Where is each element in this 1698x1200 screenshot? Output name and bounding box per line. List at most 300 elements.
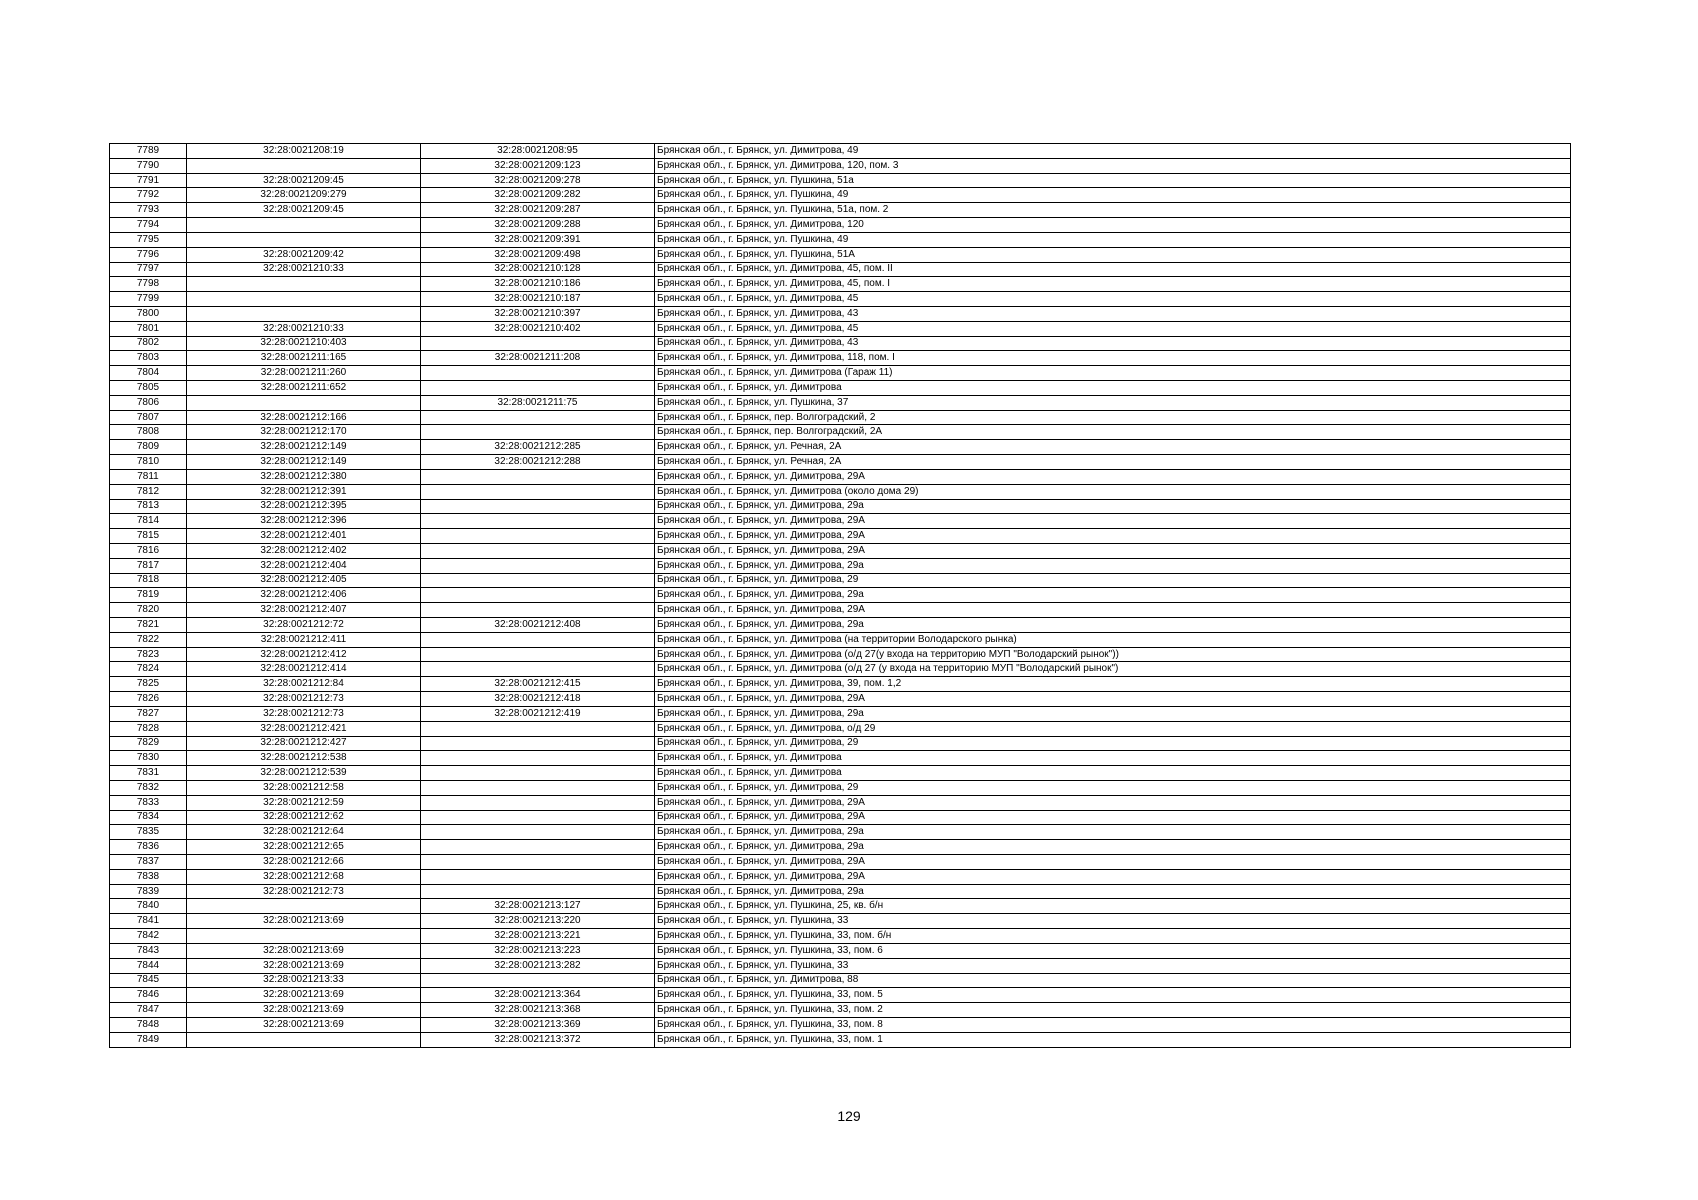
land-plot-cadastral-cell: 32:28:0021212:170 [187,425,421,440]
land-plot-cadastral-cell [187,395,421,410]
row-number-cell: 7818 [110,573,187,588]
row-number-cell: 7829 [110,736,187,751]
address-cell: Брянская обл., г. Брянск, ул. Речная, 2А [655,455,1571,470]
object-cadastral-cell [421,632,655,647]
object-cadastral-cell [421,647,655,662]
address-cell: Брянская обл., г. Брянск, ул. Димитрова, 29а [655,618,1571,633]
table-row [110,706,1571,721]
row-number-cell: 7838 [110,869,187,884]
row-number-cell: 7798 [110,277,187,292]
row-number-cell: 7790 [110,158,187,173]
object-cadastral-cell: 32:28:0021209:278 [421,173,655,188]
table-row [110,173,1571,188]
land-plot-cadastral-cell: 32:28:0021212:73 [187,884,421,899]
row-number-cell: 7795 [110,232,187,247]
land-plot-cadastral-cell: 32:28:0021213:69 [187,943,421,958]
address-cell: Брянская обл., г. Брянск, ул. Димитрова, 29А [655,869,1571,884]
object-cadastral-cell [421,825,655,840]
table-row [110,292,1571,307]
object-cadastral-cell: 32:28:0021209:288 [421,218,655,233]
row-number-cell: 7801 [110,321,187,336]
land-plot-cadastral-cell: 32:28:0021212:68 [187,869,421,884]
object-cadastral-cell: 32:28:0021212:408 [421,618,655,633]
land-plot-cadastral-cell: 32:28:0021212:62 [187,810,421,825]
land-plot-cadastral-cell: 32:28:0021212:421 [187,721,421,736]
land-plot-cadastral-cell: 32:28:0021212:402 [187,543,421,558]
table-row [110,381,1571,396]
row-number-cell: 7823 [110,647,187,662]
land-plot-cadastral-cell: 32:28:0021210:33 [187,321,421,336]
address-cell: Брянская обл., г. Брянск, ул. Димитрова, 45 [655,292,1571,307]
address-cell: Брянская обл., г. Брянск, ул. Пушкина, 33, пом. 1 [655,1032,1571,1047]
table-row [110,484,1571,499]
table-row [110,973,1571,988]
land-plot-cadastral-cell: 32:28:0021209:42 [187,247,421,262]
land-plot-cadastral-cell: 32:28:0021211:260 [187,366,421,381]
address-cell: Брянская обл., г. Брянск, ул. Димитрова (на территории Володарского рынка) [655,632,1571,647]
table-row [110,958,1571,973]
row-number-cell: 7820 [110,603,187,618]
land-plot-cadastral-cell: 32:28:0021212:405 [187,573,421,588]
object-cadastral-cell: 32:28:0021213:368 [421,1003,655,1018]
object-cadastral-cell: 32:28:0021210:128 [421,262,655,277]
land-plot-cadastral-cell: 32:28:0021213:69 [187,1017,421,1032]
object-cadastral-cell [421,366,655,381]
object-cadastral-cell: 32:28:0021213:223 [421,943,655,958]
address-cell: Брянская обл., г. Брянск, ул. Димитрова, 29 [655,573,1571,588]
land-plot-cadastral-cell: 32:28:0021210:403 [187,336,421,351]
land-plot-cadastral-cell: 32:28:0021212:84 [187,677,421,692]
object-cadastral-cell [421,736,655,751]
address-cell: Брянская обл., г. Брянск, ул. Пушкина, 37 [655,395,1571,410]
table-row [110,366,1571,381]
registry-table [109,143,1571,1048]
table-row [110,943,1571,958]
table-row [110,262,1571,277]
address-cell: Брянская обл., г. Брянск, ул. Димитрова, 29А [655,529,1571,544]
row-number-cell: 7828 [110,721,187,736]
land-plot-cadastral-cell: 32:28:0021212:414 [187,662,421,677]
row-number-cell: 7822 [110,632,187,647]
row-number-cell: 7840 [110,899,187,914]
row-number-cell: 7821 [110,618,187,633]
address-cell: Брянская обл., г. Брянск, ул. Димитрова, 29 [655,780,1571,795]
table-row [110,825,1571,840]
land-plot-cadastral-cell: 32:28:0021212:406 [187,588,421,603]
row-number-cell: 7835 [110,825,187,840]
table-row [110,440,1571,455]
object-cadastral-cell [421,469,655,484]
table-row [110,158,1571,173]
address-cell: Брянская обл., г. Брянск, ул. Димитрова, 45, пом. I [655,277,1571,292]
address-cell: Брянская обл., г. Брянск, ул. Димитрова (около дома 29) [655,484,1571,499]
table-row [110,736,1571,751]
address-cell: Брянская обл., г. Брянск, ул. Димитрова, 29А [655,692,1571,707]
row-number-cell: 7796 [110,247,187,262]
object-cadastral-cell: 32:28:0021208:95 [421,144,655,159]
land-plot-cadastral-cell: 32:28:0021212:65 [187,840,421,855]
address-cell: Брянская обл., г. Брянск, ул. Димитрова, 29А [655,855,1571,870]
row-number-cell: 7814 [110,514,187,529]
row-number-cell: 7817 [110,558,187,573]
address-cell: Брянская обл., г. Брянск, ул. Пушкина, 33 [655,914,1571,929]
address-cell: Брянская обл., г. Брянск, ул. Димитрова, 43 [655,306,1571,321]
table-row [110,914,1571,929]
object-cadastral-cell [421,499,655,514]
row-number-cell: 7839 [110,884,187,899]
table-row [110,899,1571,914]
address-cell: Брянская обл., г. Брянск, ул. Пушкина, 33 [655,958,1571,973]
table-row [110,751,1571,766]
land-plot-cadastral-cell: 32:28:0021212:149 [187,455,421,470]
address-cell: Брянская обл., г. Брянск, ул. Димитрова, 49 [655,144,1571,159]
table-row [110,247,1571,262]
row-number-cell: 7802 [110,336,187,351]
land-plot-cadastral-cell: 32:28:0021211:165 [187,351,421,366]
address-cell: Брянская обл., г. Брянск, ул. Димитрова, 29А [655,795,1571,810]
land-plot-cadastral-cell: 32:28:0021212:538 [187,751,421,766]
row-number-cell: 7804 [110,366,187,381]
row-number-cell: 7799 [110,292,187,307]
table-row [110,529,1571,544]
address-cell: Брянская обл., г. Брянск, ул. Димитрова, 29 [655,736,1571,751]
land-plot-cadastral-cell: 32:28:0021212:539 [187,766,421,781]
object-cadastral-cell: 32:28:0021210:187 [421,292,655,307]
table-row [110,632,1571,647]
page-number: 129 [837,1108,861,1124]
land-plot-cadastral-cell: 32:28:0021213:69 [187,914,421,929]
table-row [110,780,1571,795]
object-cadastral-cell: 32:28:0021213:282 [421,958,655,973]
object-cadastral-cell: 32:28:0021212:285 [421,440,655,455]
row-number-cell: 7827 [110,706,187,721]
object-cadastral-cell [421,721,655,736]
row-number-cell: 7789 [110,144,187,159]
address-cell: Брянская обл., г. Брянск, ул. Димитрова [655,766,1571,781]
object-cadastral-cell: 32:28:0021209:498 [421,247,655,262]
address-cell: Брянская обл., г. Брянск, ул. Димитрова, 29а [655,558,1571,573]
object-cadastral-cell [421,840,655,855]
land-plot-cadastral-cell: 32:28:0021212:401 [187,529,421,544]
object-cadastral-cell: 32:28:0021213:127 [421,899,655,914]
address-cell: Брянская обл., г. Брянск, ул. Пушкина, 51а [655,173,1571,188]
table-row [110,603,1571,618]
object-cadastral-cell [421,662,655,677]
address-cell: Брянская обл., г. Брянск, пер. Волгоградский, 2А [655,425,1571,440]
table-row [110,795,1571,810]
row-number-cell: 7812 [110,484,187,499]
address-cell: Брянская обл., г. Брянск, ул. Димитрова [655,381,1571,396]
table-row [110,543,1571,558]
row-number-cell: 7831 [110,766,187,781]
object-cadastral-cell: 32:28:0021210:397 [421,306,655,321]
row-number-cell: 7848 [110,1017,187,1032]
row-number-cell: 7837 [110,855,187,870]
address-cell: Брянская обл., г. Брянск, ул. Пушкина, 33, пом. 6 [655,943,1571,958]
land-plot-cadastral-cell: 32:28:0021210:33 [187,262,421,277]
object-cadastral-cell: 32:28:0021211:208 [421,351,655,366]
row-number-cell: 7834 [110,810,187,825]
table-row [110,499,1571,514]
land-plot-cadastral-cell: 32:28:0021211:652 [187,381,421,396]
row-number-cell: 7833 [110,795,187,810]
land-plot-cadastral-cell: 32:28:0021212:427 [187,736,421,751]
address-cell: Брянская обл., г. Брянск, ул. Димитрова (о/д 27(у входа на территорию МУП "Володарский рынок")) [655,647,1571,662]
table-row [110,1003,1571,1018]
address-cell: Брянская обл., г. Брянск, ул. Димитрова, 29А [655,514,1571,529]
object-cadastral-cell [421,810,655,825]
object-cadastral-cell: 32:28:0021210:186 [421,277,655,292]
row-number-cell: 7809 [110,440,187,455]
land-plot-cadastral-cell: 32:28:0021212:391 [187,484,421,499]
table-body [110,144,1571,1048]
object-cadastral-cell [421,884,655,899]
object-cadastral-cell: 32:28:0021209:391 [421,232,655,247]
land-plot-cadastral-cell: 32:28:0021212:404 [187,558,421,573]
object-cadastral-cell: 32:28:0021213:221 [421,929,655,944]
table-row [110,988,1571,1003]
land-plot-cadastral-cell [187,158,421,173]
row-number-cell: 7791 [110,173,187,188]
row-number-cell: 7830 [110,751,187,766]
table-row [110,188,1571,203]
object-cadastral-cell: 32:28:0021212:418 [421,692,655,707]
table-row [110,840,1571,855]
object-cadastral-cell [421,543,655,558]
land-plot-cadastral-cell: 32:28:0021212:395 [187,499,421,514]
row-number-cell: 7849 [110,1032,187,1047]
table-row [110,766,1571,781]
row-number-cell: 7844 [110,958,187,973]
address-cell: Брянская обл., г. Брянск, ул. Димитрова, 88 [655,973,1571,988]
address-cell: Брянская обл., г. Брянск, ул. Димитрова, 39, пом. 1,2 [655,677,1571,692]
object-cadastral-cell [421,381,655,396]
object-cadastral-cell: 32:28:0021212:288 [421,455,655,470]
object-cadastral-cell [421,855,655,870]
object-cadastral-cell: 32:28:0021210:402 [421,321,655,336]
table-row [110,1017,1571,1032]
address-cell: Брянская обл., г. Брянск, ул. Димитрова, 29а [655,499,1571,514]
table-row [110,855,1571,870]
address-cell: Брянская обл., г. Брянск, ул. Димитрова (о/д 27 (у входа на территорию МУП "Володарский рынок") [655,662,1571,677]
table-row [110,321,1571,336]
land-plot-cadastral-cell: 32:28:0021213:69 [187,958,421,973]
row-number-cell: 7794 [110,218,187,233]
object-cadastral-cell [421,973,655,988]
address-cell: Брянская обл., г. Брянск, ул. Димитрова, 45 [655,321,1571,336]
table-row [110,277,1571,292]
land-plot-cadastral-cell: 32:28:0021212:73 [187,706,421,721]
land-plot-cadastral-cell: 32:28:0021212:380 [187,469,421,484]
address-cell: Брянская обл., г. Брянск, ул. Димитрова, 29А [655,603,1571,618]
row-number-cell: 7847 [110,1003,187,1018]
row-number-cell: 7811 [110,469,187,484]
land-plot-cadastral-cell [187,232,421,247]
row-number-cell: 7816 [110,543,187,558]
object-cadastral-cell [421,514,655,529]
object-cadastral-cell: 32:28:0021213:372 [421,1032,655,1047]
row-number-cell: 7845 [110,973,187,988]
table-row [110,351,1571,366]
address-cell: Брянская обл., г. Брянск, ул. Димитрова (Гараж 11) [655,366,1571,381]
land-plot-cadastral-cell: 32:28:0021212:58 [187,780,421,795]
table-row [110,232,1571,247]
object-cadastral-cell [421,588,655,603]
address-cell: Брянская обл., г. Брянск, ул. Димитрова, 29А [655,469,1571,484]
object-cadastral-cell: 32:28:0021213:364 [421,988,655,1003]
row-number-cell: 7815 [110,529,187,544]
row-number-cell: 7810 [110,455,187,470]
address-cell: Брянская обл., г. Брянск, ул. Пушкина, 33, пом. 2 [655,1003,1571,1018]
land-plot-cadastral-cell [187,306,421,321]
address-cell: Брянская обл., г. Брянск, ул. Димитрова, 43 [655,336,1571,351]
table-row [110,884,1571,899]
row-number-cell: 7825 [110,677,187,692]
address-cell: Брянская обл., г. Брянск, ул. Пушкина, 33, пом. 5 [655,988,1571,1003]
object-cadastral-cell [421,869,655,884]
row-number-cell: 7842 [110,929,187,944]
land-plot-cadastral-cell: 32:28:0021209:45 [187,203,421,218]
table-row [110,144,1571,159]
table-row [110,618,1571,633]
object-cadastral-cell: 32:28:0021209:123 [421,158,655,173]
land-plot-cadastral-cell: 32:28:0021208:19 [187,144,421,159]
land-plot-cadastral-cell: 32:28:0021212:166 [187,410,421,425]
land-plot-cadastral-cell: 32:28:0021209:279 [187,188,421,203]
address-cell: Брянская обл., г. Брянск, ул. Пушкина, 51а, пом. 2 [655,203,1571,218]
row-number-cell: 7813 [110,499,187,514]
object-cadastral-cell [421,766,655,781]
table-row [110,336,1571,351]
address-cell: Брянская обл., г. Брянск, ул. Димитрова, 118, пом. I [655,351,1571,366]
table-row [110,677,1571,692]
land-plot-cadastral-cell: 32:28:0021212:72 [187,618,421,633]
row-number-cell: 7797 [110,262,187,277]
land-plot-cadastral-cell: 32:28:0021212:73 [187,692,421,707]
land-plot-cadastral-cell: 32:28:0021212:59 [187,795,421,810]
object-cadastral-cell [421,603,655,618]
land-plot-cadastral-cell [187,292,421,307]
table-row [110,662,1571,677]
object-cadastral-cell [421,795,655,810]
table-row [110,588,1571,603]
address-cell: Брянская обл., г. Брянск, ул. Димитрова, 45, пом. II [655,262,1571,277]
table-row [110,573,1571,588]
land-plot-cadastral-cell [187,277,421,292]
row-number-cell: 7836 [110,840,187,855]
address-cell: Брянская обл., г. Брянск, ул. Пушкина, 49 [655,232,1571,247]
object-cadastral-cell: 32:28:0021209:282 [421,188,655,203]
row-number-cell: 7807 [110,410,187,425]
table-row [110,647,1571,662]
address-cell: Брянская обл., г. Брянск, ул. Димитрова, о/д 29 [655,721,1571,736]
table-row [110,692,1571,707]
table-row [110,218,1571,233]
address-cell: Брянская обл., г. Брянск, ул. Димитрова [655,751,1571,766]
row-number-cell: 7793 [110,203,187,218]
land-plot-cadastral-cell: 32:28:0021213:69 [187,1003,421,1018]
table-row [110,558,1571,573]
land-plot-cadastral-cell [187,218,421,233]
table-row [110,810,1571,825]
object-cadastral-cell [421,780,655,795]
land-plot-cadastral-cell: 32:28:0021212:412 [187,647,421,662]
land-plot-cadastral-cell: 32:28:0021212:64 [187,825,421,840]
object-cadastral-cell [421,410,655,425]
table-row [110,395,1571,410]
row-number-cell: 7792 [110,188,187,203]
row-number-cell: 7803 [110,351,187,366]
address-cell: Брянская обл., г. Брянск, ул. Пушкина, 51А [655,247,1571,262]
land-plot-cadastral-cell: 32:28:0021212:407 [187,603,421,618]
land-plot-cadastral-cell: 32:28:0021212:66 [187,855,421,870]
object-cadastral-cell: 32:28:0021212:415 [421,677,655,692]
object-cadastral-cell: 32:28:0021213:369 [421,1017,655,1032]
address-cell: Брянская обл., г. Брянск, ул. Димитрова, 120, пом. 3 [655,158,1571,173]
land-plot-cadastral-cell: 32:28:0021213:69 [187,988,421,1003]
table-row [110,425,1571,440]
table-row [110,203,1571,218]
land-plot-cadastral-cell [187,899,421,914]
table-row [110,1032,1571,1047]
address-cell: Брянская обл., г. Брянск, ул. Пушкина, 33, пом. 8 [655,1017,1571,1032]
land-plot-cadastral-cell: 32:28:0021212:411 [187,632,421,647]
row-number-cell: 7841 [110,914,187,929]
table-row [110,455,1571,470]
object-cadastral-cell [421,425,655,440]
row-number-cell: 7819 [110,588,187,603]
object-cadastral-cell: 32:28:0021212:419 [421,706,655,721]
land-plot-cadastral-cell: 32:28:0021212:396 [187,514,421,529]
object-cadastral-cell: 32:28:0021213:220 [421,914,655,929]
object-cadastral-cell [421,336,655,351]
object-cadastral-cell [421,484,655,499]
row-number-cell: 7832 [110,780,187,795]
table-row [110,869,1571,884]
address-cell: Брянская обл., г. Брянск, ул. Пушкина, 49 [655,188,1571,203]
table-row [110,469,1571,484]
row-number-cell: 7808 [110,425,187,440]
land-plot-cadastral-cell [187,929,421,944]
land-plot-cadastral-cell [187,1032,421,1047]
row-number-cell: 7826 [110,692,187,707]
object-cadastral-cell: 32:28:0021211:75 [421,395,655,410]
object-cadastral-cell [421,529,655,544]
address-cell: Брянская обл., г. Брянск, ул. Димитрова, 29А [655,543,1571,558]
object-cadastral-cell [421,751,655,766]
table-row [110,410,1571,425]
address-cell: Брянская обл., г. Брянск, ул. Димитрова, 29а [655,884,1571,899]
row-number-cell: 7843 [110,943,187,958]
address-cell: Брянская обл., г. Брянск, ул. Речная, 2А [655,440,1571,455]
table-row [110,514,1571,529]
row-number-cell: 7846 [110,988,187,1003]
object-cadastral-cell [421,573,655,588]
address-cell: Брянская обл., г. Брянск, ул. Димитрова, 29А [655,810,1571,825]
address-cell: Брянская обл., г. Брянск, ул. Димитрова, 29а [655,706,1571,721]
land-plot-cadastral-cell: 32:28:0021209:45 [187,173,421,188]
row-number-cell: 7800 [110,306,187,321]
row-number-cell: 7806 [110,395,187,410]
land-plot-cadastral-cell: 32:28:0021213:33 [187,973,421,988]
row-number-cell: 7824 [110,662,187,677]
row-number-cell: 7805 [110,381,187,396]
address-cell: Брянская обл., г. Брянск, ул. Пушкина, 25, кв. б/н [655,899,1571,914]
address-cell: Брянская обл., г. Брянск, ул. Димитрова, 120 [655,218,1571,233]
table-row [110,721,1571,736]
land-plot-cadastral-cell: 32:28:0021212:149 [187,440,421,455]
address-cell: Брянская обл., г. Брянск, ул. Пушкина, 33, пом. б/н [655,929,1571,944]
